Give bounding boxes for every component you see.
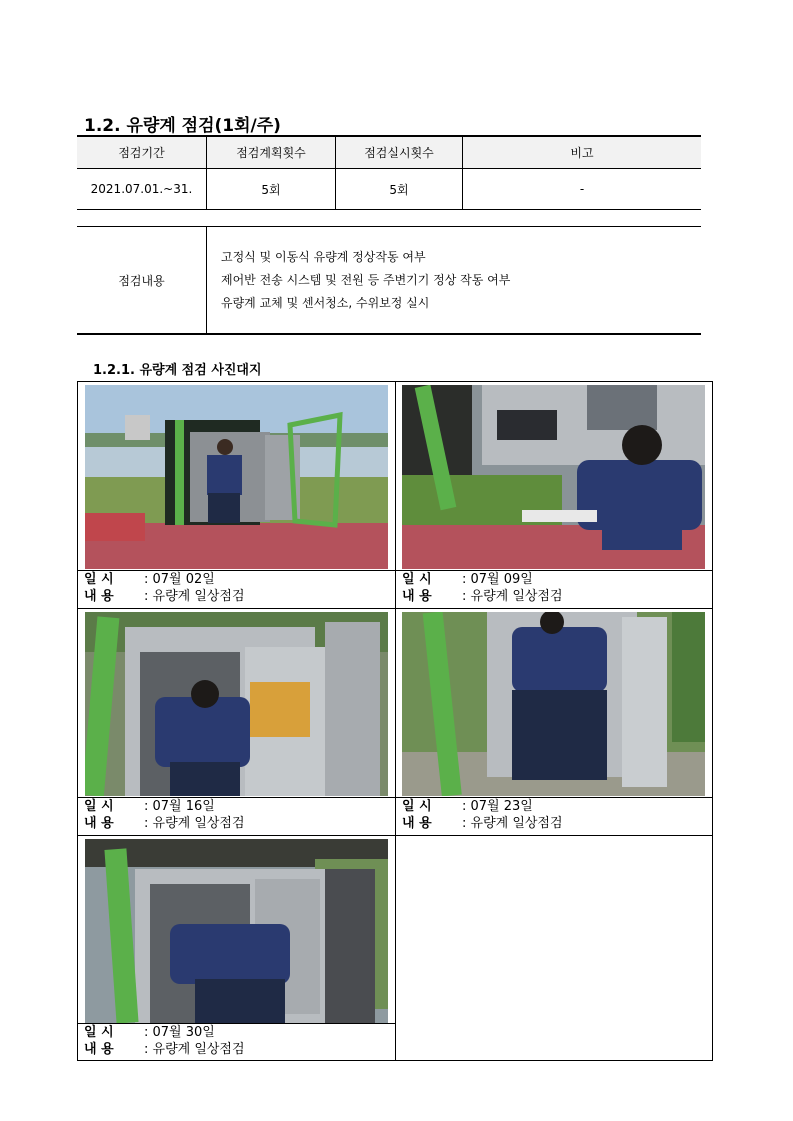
photo-inspection-0709: [402, 385, 705, 569]
photo-inspection-0730: [85, 839, 388, 1023]
caption-content-label: 내 용: [402, 816, 432, 831]
caption-content-label: 내 용: [84, 589, 114, 604]
photo-cell-2: [396, 382, 713, 609]
content-label: 점검내용: [77, 227, 207, 335]
photo-grid: [77, 381, 713, 1061]
caption-content: : 유량계 일상점검: [462, 816, 563, 831]
caption-1: [78, 570, 395, 605]
value-performed: 5회: [336, 169, 463, 210]
content-text: [207, 227, 702, 335]
content-line: 고정식 및 이동식 유량계 정상작동 여부: [221, 249, 426, 264]
value-remarks: -: [463, 169, 702, 210]
header-period: 점검기간: [77, 136, 207, 169]
caption-date: : 07월 30일: [144, 1025, 215, 1040]
caption-date: : 07월 09일: [462, 572, 533, 587]
caption-date-label: 일 시: [84, 1025, 114, 1040]
caption-date-label: 일 시: [402, 799, 432, 814]
photo-cell-empty: [396, 836, 713, 1062]
value-planned: 5회: [207, 169, 336, 210]
photo-inspection-0716: [85, 612, 388, 796]
caption-content: : 유량계 일상점검: [144, 816, 245, 831]
content-table: [77, 226, 701, 335]
caption-content: : 유량계 일상점검: [462, 589, 563, 604]
photo-cell-4: [396, 609, 713, 836]
header-performed: 점검실시횟수: [336, 136, 463, 169]
value-period: 2021.07.01.~31.: [77, 169, 207, 210]
caption-content-label: 내 용: [84, 816, 114, 831]
caption-3: [78, 797, 395, 832]
header-planned: 점검계획횟수: [207, 136, 336, 169]
photo-cell-3: [78, 609, 395, 836]
section-title: 1.2. 유량계 점검(1회/주): [84, 116, 281, 136]
content-line: 유량계 교체 및 센서청소, 수위보정 실시: [221, 295, 430, 310]
photo-section-title: 1.2.1. 유량계 점검 사진대지: [93, 363, 262, 378]
caption-date: : 07월 02일: [144, 572, 215, 587]
caption-content-label: 내 용: [402, 589, 432, 604]
photo-inspection-0723: [402, 612, 705, 796]
caption-date: : 07월 23일: [462, 799, 533, 814]
caption-date: : 07월 16일: [144, 799, 215, 814]
header-remarks: 비고: [463, 136, 702, 169]
caption-4: [396, 797, 713, 832]
caption-5: [78, 1023, 395, 1058]
photo-cell-1: [78, 382, 395, 609]
content-line: 제어반 전송 시스템 및 전원 등 주변기기 정상 작동 여부: [221, 272, 511, 287]
summary-table: [77, 135, 701, 210]
caption-content: : 유량계 일상점검: [144, 1042, 245, 1057]
caption-content-label: 내 용: [84, 1042, 114, 1057]
photo-cell-5: [78, 836, 395, 1062]
caption-date-label: 일 시: [84, 572, 114, 587]
caption-date-label: 일 시: [402, 572, 432, 587]
caption-date-label: 일 시: [84, 799, 114, 814]
summary-value-row: [77, 169, 701, 210]
photo-inspection-0702: [85, 385, 388, 569]
caption-content: : 유량계 일상점검: [144, 589, 245, 604]
summary-header-row: [77, 136, 701, 169]
caption-2: [396, 570, 713, 605]
